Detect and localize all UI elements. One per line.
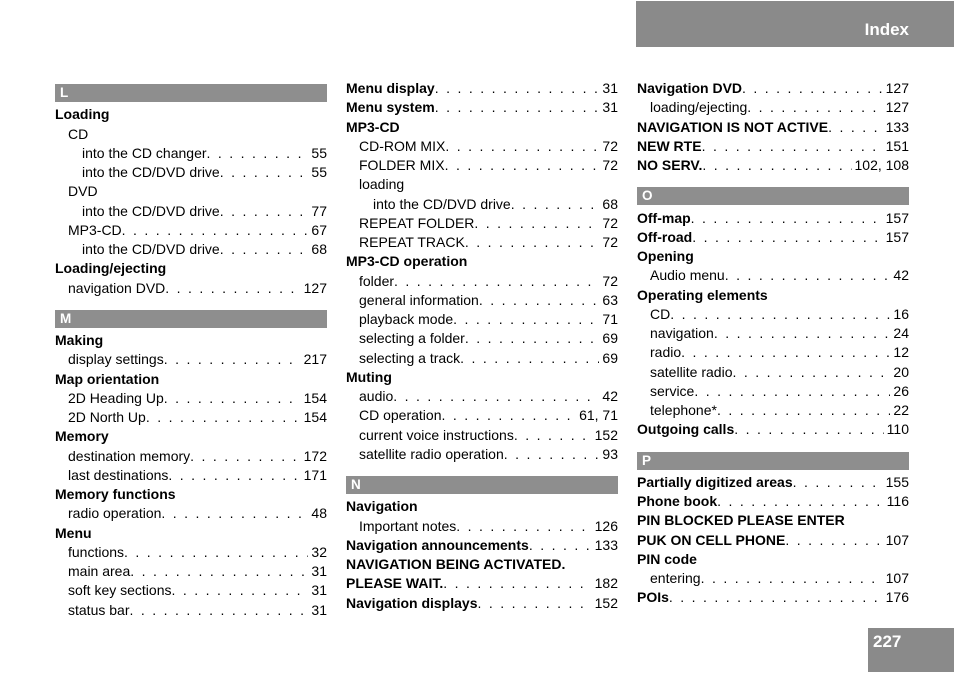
index-entry (637, 420, 909, 439)
index-term: Loading/ejecting (55, 260, 167, 277)
index-term: REPEAT TRACK (359, 234, 465, 250)
index-term: 2D North Up (68, 409, 146, 425)
page-reference: 157 (885, 228, 909, 245)
index-entry (346, 368, 618, 387)
dot-leader (511, 195, 600, 214)
dot-leader (460, 349, 599, 368)
page-reference: 26 (893, 382, 909, 399)
dot-leader (725, 266, 891, 285)
dot-leader (669, 588, 883, 607)
dot-leader (394, 272, 599, 291)
dot-leader (479, 291, 600, 310)
page-reference: 116 (886, 493, 909, 509)
index-term: entering (650, 570, 701, 586)
dot-leader (692, 228, 882, 247)
dot-leader (702, 156, 851, 175)
index-title: Index (864, 20, 909, 39)
index-term: NAVIGATION BEING ACTIVATED. (346, 556, 566, 572)
index-entry (346, 426, 618, 445)
index-term: loading (359, 176, 405, 193)
index-entry (637, 511, 909, 530)
page-reference: 16 (893, 305, 909, 322)
index-entry (637, 473, 909, 492)
index-term: radio (650, 344, 682, 361)
page-reference: 32 (311, 543, 327, 560)
index-term: DVD (68, 183, 98, 200)
index-term: Menu (55, 524, 92, 541)
dot-leader (445, 137, 599, 156)
index-term: Off-road (637, 228, 693, 245)
index-entry (346, 175, 618, 194)
dot-leader (393, 387, 599, 406)
dot-leader (122, 221, 309, 240)
index-entry (346, 118, 618, 137)
dot-leader (165, 279, 300, 298)
index-term: selecting a folder (359, 330, 465, 347)
page-reference: 69 (602, 330, 618, 347)
index-term: POIs (637, 589, 669, 606)
index-entry (55, 466, 327, 485)
index-term: NEW RTE (637, 137, 702, 154)
dot-leader (742, 79, 883, 98)
index-term: FOLDER MIX (359, 157, 445, 173)
index-entry (637, 492, 909, 511)
index-entry (346, 536, 618, 555)
page-reference: 72 (602, 137, 618, 154)
index-entry (55, 581, 327, 600)
index-term: into the CD/DVD drive (373, 195, 511, 212)
dot-leader (681, 343, 890, 362)
index-term: playback mode (359, 311, 454, 327)
dot-leader (220, 202, 309, 221)
page-reference: 126 (594, 517, 618, 534)
dot-leader (445, 156, 600, 175)
index-entry (637, 286, 909, 305)
index-entry (55, 240, 327, 259)
page-reference: 151 (885, 137, 909, 154)
section-letter-l: L (55, 84, 327, 102)
index-entry (55, 389, 327, 408)
index-term: destination memory (68, 447, 191, 464)
dot-leader (691, 209, 883, 228)
index-term: into the CD/DVD drive (82, 241, 220, 257)
dot-leader (474, 214, 599, 233)
index-term: PIN BLOCKED PLEASE ENTER (637, 512, 845, 529)
dot-leader (785, 531, 882, 550)
page-reference: 31 (311, 563, 327, 579)
dot-leader (442, 406, 577, 425)
section-letter-p: P (637, 452, 909, 470)
page-reference: 107 (885, 531, 909, 548)
page-reference: 72 (602, 157, 618, 173)
dot-leader (670, 305, 890, 324)
index-term: CD (68, 125, 89, 142)
index-entry (637, 266, 909, 285)
dot-leader (733, 363, 891, 382)
index-term: radio operation (68, 505, 162, 522)
index-entry (55, 163, 327, 182)
page-number-tab (868, 628, 954, 672)
page-reference: 61, 71 (579, 407, 618, 424)
index-entry (346, 79, 618, 98)
page-reference: 127 (885, 99, 909, 116)
index-entry (346, 329, 618, 348)
index-term: MP3-CD (68, 221, 122, 238)
index-entry (637, 324, 909, 343)
index-term: navigation DVD (68, 279, 166, 296)
dot-leader (465, 233, 600, 252)
index-term: Off-map (637, 209, 691, 226)
dot-leader (130, 562, 308, 581)
index-term: Navigation announcements (346, 536, 529, 553)
index-term: Navigation displays (346, 594, 478, 611)
index-entry (637, 228, 909, 247)
index-entry (346, 445, 618, 464)
index-term: Outgoing calls (637, 421, 735, 438)
index-term: display settings (68, 351, 164, 368)
index-entry (346, 291, 618, 310)
dot-leader (504, 445, 600, 464)
index-term: into the CD/DVD drive (82, 202, 220, 219)
page-number: 227 (873, 632, 902, 651)
index-term: into the CD changer (82, 144, 207, 161)
dot-leader (717, 492, 884, 511)
page-reference: 72 (602, 272, 618, 289)
index-term: PUK ON CELL PHONE (637, 531, 786, 548)
page-reference: 42 (602, 388, 618, 404)
page-reference: 127 (885, 80, 909, 96)
index-entry (55, 279, 327, 298)
index-entry (55, 259, 327, 278)
index-entry (637, 79, 909, 98)
index-term: CD operation (359, 407, 442, 424)
index-entry (637, 569, 909, 588)
page-reference: 68 (602, 195, 618, 212)
index-term: Partially digitized areas (637, 473, 793, 490)
page-reference: 154 (303, 409, 327, 425)
page-reference: 172 (303, 447, 327, 464)
dot-leader (435, 98, 600, 117)
index-entry (346, 214, 618, 233)
index-entry (637, 137, 909, 156)
index-term: PIN code (637, 550, 697, 567)
index-entry (55, 105, 327, 124)
index-term: last destinations (68, 466, 169, 483)
index-term: Operating elements (637, 286, 768, 303)
index-entry (55, 125, 327, 144)
index-term: audio (359, 388, 394, 404)
index-term: Map orientation (55, 370, 160, 387)
index-term: Menu system (346, 99, 435, 116)
index-term: status bar (68, 601, 130, 618)
index-entry (55, 601, 327, 620)
index-entry (637, 550, 909, 569)
index-term: Making (55, 332, 104, 348)
index-entry (346, 156, 618, 175)
index-term: main area (68, 563, 131, 579)
index-term: Memory functions (55, 486, 176, 502)
index-term: Phone book (637, 493, 718, 509)
dot-leader (477, 594, 591, 613)
index-entry (55, 144, 327, 163)
index-entry (55, 447, 327, 466)
page-reference: 31 (602, 80, 618, 96)
index-entry (346, 497, 618, 516)
section-letter-m: M (55, 310, 327, 328)
index-entry (346, 349, 618, 368)
page-reference: 31 (311, 582, 327, 599)
page-reference: 152 (594, 594, 618, 611)
page-reference: 127 (303, 279, 327, 296)
dot-leader (694, 382, 890, 401)
index-entry (637, 156, 909, 175)
page-reference: 152 (594, 426, 618, 443)
page-reference: 182 (594, 575, 618, 592)
index-term: into the CD/DVD drive (82, 164, 220, 180)
index-entry (346, 555, 618, 574)
dot-leader (164, 350, 301, 369)
index-entry (346, 594, 618, 613)
index-term: MP3-CD operation (346, 253, 468, 270)
index-term: Important notes (359, 517, 457, 534)
index-term: folder (359, 272, 395, 289)
index-term: MP3-CD (346, 118, 400, 135)
page-reference: 72 (602, 234, 618, 250)
dot-leader (702, 137, 883, 156)
dot-leader (129, 601, 308, 620)
dot-leader (161, 504, 308, 523)
index-term: Menu display (346, 80, 435, 96)
index-term: satellite radio (650, 363, 733, 380)
page-reference: 133 (594, 536, 618, 553)
dot-leader (220, 240, 309, 259)
index-term: Audio menu (650, 267, 725, 284)
index-term: loading/ejecting (650, 99, 748, 116)
page-reference: 31 (311, 601, 327, 618)
dot-leader (514, 426, 592, 445)
index-entry (55, 562, 327, 581)
index-entry (346, 574, 618, 593)
dot-leader (146, 408, 301, 427)
index-entry (55, 331, 327, 350)
page-reference: 67 (311, 221, 327, 238)
index-term: CD-ROM MIX (359, 137, 446, 154)
page-reference: 77 (311, 202, 327, 219)
dot-leader (124, 543, 308, 562)
index-entry (637, 531, 909, 550)
section-letter-n: N (346, 476, 618, 494)
dot-leader (456, 517, 591, 536)
page-reference: 157 (885, 209, 909, 226)
index-entry (55, 350, 327, 369)
dot-leader (747, 98, 882, 117)
index-entry (637, 305, 909, 324)
index-term: service (650, 382, 695, 399)
index-entry (55, 427, 327, 446)
index-term: 2D Heading Up (68, 389, 164, 406)
dot-leader (443, 574, 591, 593)
page-reference: 20 (893, 363, 909, 380)
index-term: NAVIGATION IS NOT ACTIVE (637, 118, 829, 135)
dot-leader (172, 581, 309, 600)
page-reference: 69 (602, 349, 618, 366)
page-reference: 71 (602, 311, 618, 327)
page-reference: 42 (893, 267, 909, 284)
index-entry (346, 252, 618, 271)
page-reference: 72 (602, 214, 618, 231)
index-header-tab (636, 1, 954, 47)
index-entry (346, 195, 618, 214)
index-entry (55, 221, 327, 240)
page-reference: 102, 108 (854, 157, 909, 173)
index-entry (346, 406, 618, 425)
page-reference: 155 (885, 473, 909, 490)
index-entry (55, 202, 327, 221)
index-term: Navigation (346, 498, 418, 515)
index-term: NO SERV. (637, 157, 703, 173)
index-entry (637, 247, 909, 266)
page-reference: 110 (886, 421, 909, 438)
index-term: general information (359, 291, 479, 308)
index-entry (55, 182, 327, 201)
index-entry (637, 401, 909, 420)
index-term: navigation (650, 325, 714, 341)
page-reference: 22 (893, 402, 909, 418)
index-entry (55, 504, 327, 523)
page-reference: 63 (602, 291, 618, 308)
page-reference: 55 (311, 144, 327, 161)
page-reference: 12 (893, 344, 909, 361)
index-entry (55, 543, 327, 562)
dot-leader (734, 420, 883, 439)
dot-leader (220, 163, 309, 182)
index-term: CD (650, 305, 671, 322)
index-entry (55, 370, 327, 389)
index-entry (637, 118, 909, 137)
index-term: Loading (55, 106, 110, 123)
index-term: telephone* (650, 402, 717, 418)
index-term: PLEASE WAIT. (346, 575, 444, 592)
page-reference: 55 (311, 164, 327, 180)
index-term: satellite radio operation (359, 445, 504, 462)
dot-leader (701, 569, 883, 588)
dot-leader (190, 447, 300, 466)
dot-leader (435, 79, 600, 98)
index-entry (346, 137, 618, 156)
page-reference: 154 (303, 389, 327, 406)
index-entry (637, 588, 909, 607)
dot-leader (164, 389, 301, 408)
page-reference: 31 (602, 99, 618, 116)
dot-leader (828, 118, 883, 137)
page-reference: 93 (602, 445, 618, 462)
index-entry (346, 387, 618, 406)
index-entry (55, 485, 327, 504)
page-reference: 24 (893, 325, 909, 341)
index-entry (637, 209, 909, 228)
index-entry (55, 524, 327, 543)
dot-leader (793, 473, 883, 492)
index-term: soft key sections (68, 582, 172, 599)
index-entry (637, 382, 909, 401)
dot-leader (465, 329, 600, 348)
section-letter-o: O (637, 187, 909, 205)
index-term: functions (68, 543, 125, 560)
index-entry (55, 408, 327, 427)
index-entry (346, 517, 618, 536)
index-entry (637, 363, 909, 382)
page-reference: 217 (303, 351, 327, 368)
page-reference: 107 (885, 570, 909, 586)
index-entry (346, 310, 618, 329)
index-entry (346, 98, 618, 117)
dot-leader (714, 324, 891, 343)
index-entry (346, 272, 618, 291)
dot-leader (529, 536, 592, 555)
index-term: current voice instructions (359, 426, 514, 443)
page-reference: 133 (885, 118, 909, 135)
index-entry (637, 98, 909, 117)
dot-leader (207, 144, 309, 163)
index-entry (346, 233, 618, 252)
dot-leader (168, 466, 300, 485)
index-term: Navigation DVD (637, 80, 743, 96)
index-entry (637, 343, 909, 362)
index-term: Muting (346, 368, 392, 385)
page-reference: 176 (885, 589, 909, 606)
page-reference: 48 (311, 505, 327, 522)
page-reference: 68 (311, 241, 327, 257)
index-term: REPEAT FOLDER (359, 214, 475, 231)
dot-leader (717, 401, 890, 420)
index-term: selecting a track (359, 349, 461, 366)
index-term: Memory (55, 428, 109, 445)
dot-leader (453, 310, 599, 329)
page-reference: 171 (303, 466, 327, 483)
index-term: Opening (637, 248, 694, 264)
